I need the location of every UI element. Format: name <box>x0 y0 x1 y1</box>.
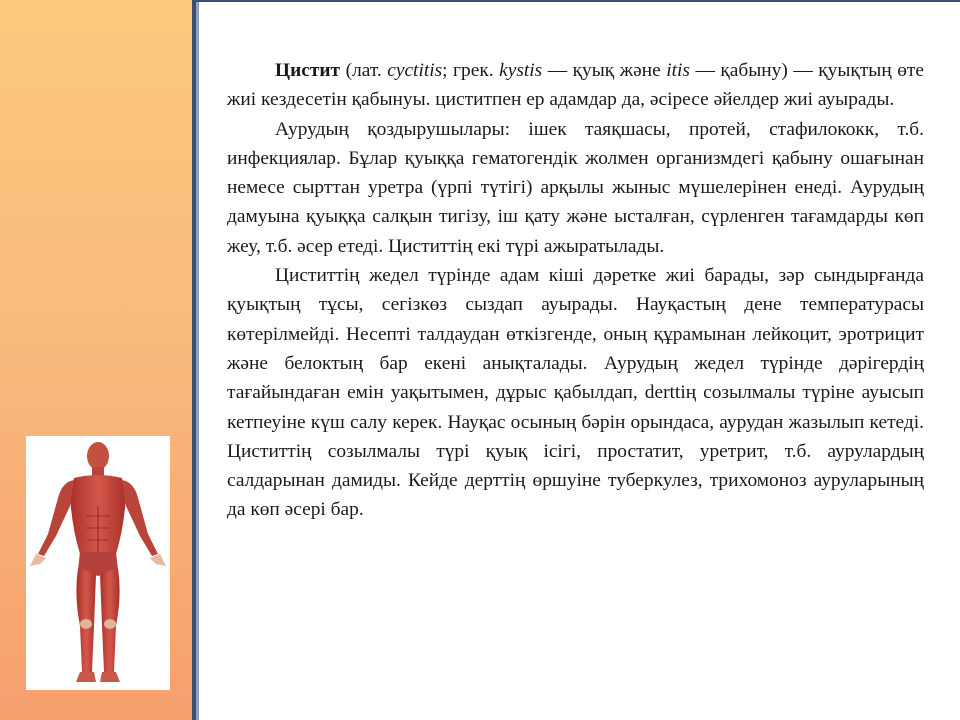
paragraph-acute-form: Циститтің жедел түрінде адам кіші дәретке жиі барады, зәр сындырғанда қуықтың тұсы, сегізкөз сыздап ауырады. Науқастың дене температурасы көтерілмейді. Несепті талдаудан өткізгенде, оның құрамынан лейкоцит, эротрицит және белоктың бар екені анықталады. Аурудың жедел түрінде дәрігердің тағайындаған емін уақытымен, дұрыс қабылдап, derttiң созылмалы түріне ауысып кетпеуіне күш салу керек. Науқас осының бәрін орындаса, аурудан жазылып кетеді. Циститтің созылмалы түрі қуық ісігі, простатит, уретрит, т.б. аурулардың салдарынан дамиды. Кейде дерттің өршуіне туберкулез, трихомоноз ауруларының да көп әсері бар. <box>227 265 924 521</box>
term-cystitis: Цистит <box>275 60 341 81</box>
paragraph-causes: Аурудың қоздырушылары: ішек таяқшасы, протей, стафилококк, т.б. инфекциялар. Бұлар қуыққа гематогендік жолмен организмдегі қабыну ошағынан немесе сырттан уретра (үрпі түтігі) арқылы жыныс мүшелерінен енеді. Аурудың дамуына қуыққа салқын тигізу, іш қату және ысталған, сүрленген тағамдарды көп жеу, т.б. әсер етеді. Циститтің екі түрі ажыратылады. <box>227 118 924 257</box>
greek-term: kystis <box>499 60 543 81</box>
latin-term: cyctitis <box>387 60 443 81</box>
paragraph-definition: Цистит (лат. cyctitis; грек. kystis — қуық және itis — қабыну) — қуықтың өте жиі кездесетін қабынуы. циститпен ер адамдар да, әсіресе әйелдер жиі ауырады. <box>227 60 924 111</box>
human-muscle-anatomy-icon <box>26 436 170 690</box>
body-text <box>227 56 924 525</box>
suffix-term: itis <box>666 60 690 81</box>
anatomy-figure <box>26 436 170 690</box>
